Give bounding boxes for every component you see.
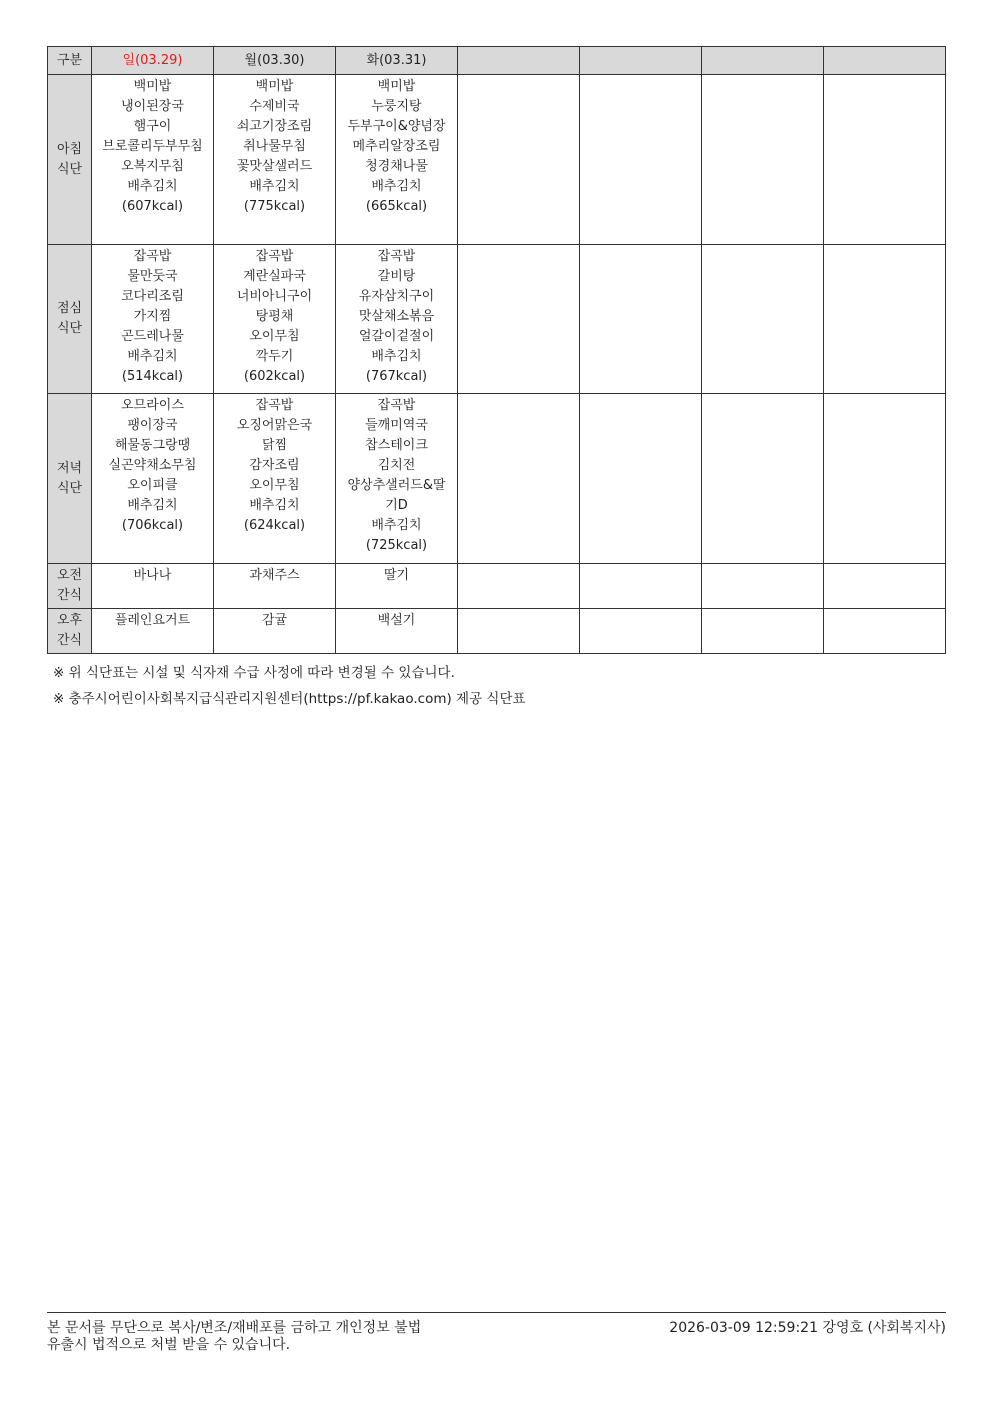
menu-cell bbox=[580, 245, 702, 394]
row-label-morning-snack: 오전 간식 bbox=[48, 564, 92, 609]
menu-cell: 플레인요거트 bbox=[92, 609, 214, 654]
menu-cell bbox=[580, 609, 702, 654]
menu-cell bbox=[580, 394, 702, 564]
row-label-dinner: 저녁 식단 bbox=[48, 394, 92, 564]
footer-disclaimer bbox=[47, 1320, 421, 1354]
footer-print-info: 2026-03-09 12:59:21 강영호 (사회복지사) bbox=[669, 1320, 946, 1336]
header-day-tuesday: 화(03.31) bbox=[336, 47, 458, 75]
menu-cell bbox=[458, 609, 580, 654]
header-day-sunday: 일(03.29) bbox=[92, 47, 214, 75]
menu-cell bbox=[824, 394, 946, 564]
menu-cell: 딸기 bbox=[336, 564, 458, 609]
header-day-empty bbox=[824, 47, 946, 75]
menu-cell bbox=[702, 564, 824, 609]
menu-cell: 백미밥 냉이된장국 햄구이 브로콜리두부무침 오복지무침 배추김치 (607kcal) bbox=[92, 75, 214, 245]
meal-plan-table bbox=[47, 46, 946, 654]
menu-cell bbox=[580, 75, 702, 245]
menu-cell bbox=[824, 609, 946, 654]
row-label-afternoon-snack: 오후 간식 bbox=[48, 609, 92, 654]
table-row-morning-snack bbox=[48, 564, 946, 609]
menu-cell: 과채주스 bbox=[214, 564, 336, 609]
notes bbox=[53, 660, 526, 712]
menu-cell: 잡곡밥 오징어맑은국 닭찜 감자조림 오이무침 배추김치 (624kcal) bbox=[214, 394, 336, 564]
menu-cell bbox=[458, 394, 580, 564]
menu-cell bbox=[580, 564, 702, 609]
header-category: 구분 bbox=[48, 47, 92, 75]
note-change-notice: ※ 위 식단표는 시설 및 식자재 수급 사정에 따라 변경될 수 있습니다. bbox=[53, 665, 455, 681]
menu-cell bbox=[824, 75, 946, 245]
menu-cell bbox=[458, 564, 580, 609]
menu-cell bbox=[458, 75, 580, 245]
menu-cell: 백미밥 누룽지탕 두부구이&양념장 메추리알장조림 청경채나물 배추김치 (665kcal) bbox=[336, 75, 458, 245]
menu-cell: 잡곡밥 계란실파국 너비아니구이 탕평채 오이무침 깍두기 (602kcal) bbox=[214, 245, 336, 394]
menu-cell: 잡곡밥 들깨미역국 찹스테이크 김치전 양상추샐러드&딸기D 배추김치 (725kcal) bbox=[336, 394, 458, 564]
header-day-empty bbox=[458, 47, 580, 75]
row-label-lunch: 점심 식단 bbox=[48, 245, 92, 394]
menu-cell: 백설기 bbox=[336, 609, 458, 654]
menu-cell: 오므라이스 팽이장국 해물동그랑땡 실곤약채소무침 오이피클 배추김치 (706kcal) bbox=[92, 394, 214, 564]
row-label-breakfast: 아침 식단 bbox=[48, 75, 92, 245]
header-day-empty bbox=[702, 47, 824, 75]
menu-cell bbox=[702, 609, 824, 654]
menu-cell bbox=[824, 245, 946, 394]
menu-cell: 바나나 bbox=[92, 564, 214, 609]
table-header-row bbox=[48, 47, 946, 75]
table-row-breakfast bbox=[48, 75, 946, 245]
menu-cell bbox=[824, 564, 946, 609]
header-day-monday: 월(03.30) bbox=[214, 47, 336, 75]
menu-cell bbox=[702, 75, 824, 245]
menu-cell bbox=[702, 394, 824, 564]
menu-cell: 감귤 bbox=[214, 609, 336, 654]
menu-cell: 잡곡밥 갈비탕 유자삼치구이 맛살채소볶음 얼갈이겉절이 배추김치 (767kcal) bbox=[336, 245, 458, 394]
menu-cell: 백미밥 수제비국 쇠고기장조림 취나물무침 꽃맛살샐러드 배추김치 (775kcal) bbox=[214, 75, 336, 245]
menu-cell bbox=[702, 245, 824, 394]
table-row-lunch bbox=[48, 245, 946, 394]
footer-disclaimer-line1: 본 문서를 무단으로 복사/변조/재배포를 금하고 개인정보 불법 bbox=[47, 1320, 422, 1336]
table-row-dinner bbox=[48, 394, 946, 564]
header-day-empty bbox=[580, 47, 702, 75]
footer-disclaimer-line2: 유출시 법적으로 처벌 받을 수 있습니다. bbox=[47, 1337, 291, 1353]
note-source: ※ 충주시어린이사회복지급식관리지원센터(https://pf.kakao.com) 제공 식단표 bbox=[53, 691, 526, 707]
footer-divider bbox=[47, 1312, 946, 1313]
menu-cell: 잡곡밥 물만둣국 코다리조림 가지찜 곤드레나물 배추김치 (514kcal) bbox=[92, 245, 214, 394]
menu-cell bbox=[458, 245, 580, 394]
table-row-afternoon-snack bbox=[48, 609, 946, 654]
